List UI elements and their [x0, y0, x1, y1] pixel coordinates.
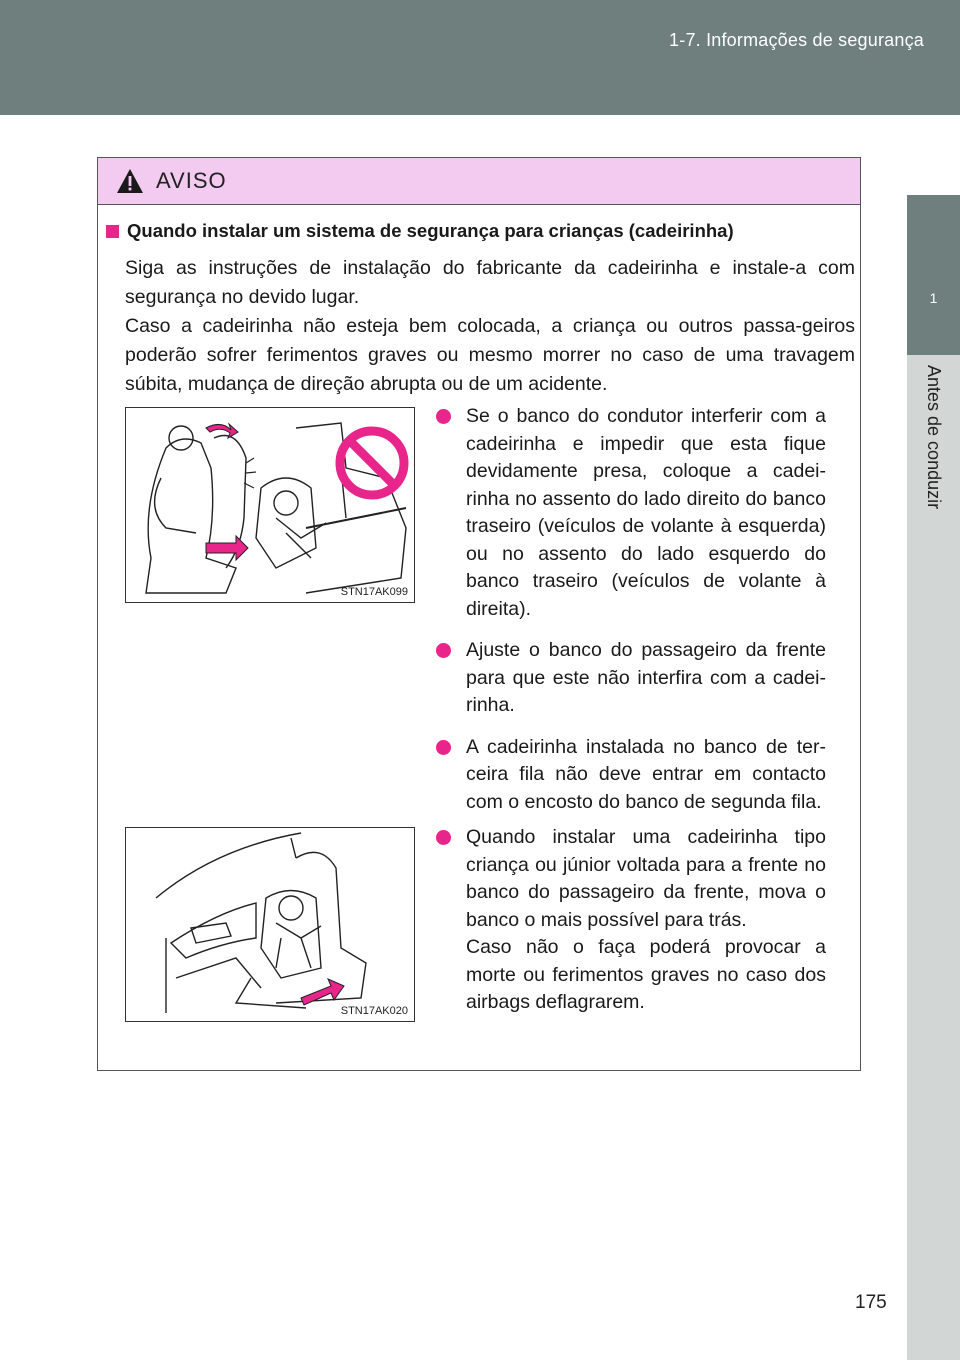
figure-driver-seat-interference	[125, 407, 415, 603]
warning-title: AVISO	[156, 168, 227, 193]
figure-code: STN17AK099	[340, 586, 408, 598]
intro-paragraph: Siga as instruções de instalação do fabricante da cadeirinha e instale-a com segurança no devido lugar.	[125, 257, 855, 308]
square-bullet-icon	[106, 225, 119, 238]
chapter-number: 1	[929, 290, 938, 306]
list-item-text: Ajuste o banco do passageiro da frente para que este não interfira com a cadei-rinha.	[466, 639, 826, 716]
list-item	[434, 734, 826, 817]
bullet-dot-icon	[436, 740, 451, 755]
list-item-text: Quando instalar uma cadeirinha tipo criança ou júnior voltada para a frente no banco do passageiro da frente, mova o banco o mais possível para trás.	[466, 826, 826, 931]
intro-paragraph: Caso a cadeirinha não esteja bem colocada, a criança ou outros passa-geiros poderão sofrer ferimentos graves ou mesmo morrer no caso de uma travagem súbita, mudança de direção abrupta ou de um acidente.	[125, 315, 855, 395]
header-band	[0, 0, 960, 115]
warning-box	[97, 157, 861, 1071]
list-item	[434, 637, 826, 720]
bullet-list	[434, 403, 826, 830]
bullet-dot-icon	[436, 409, 451, 424]
intro-text	[125, 254, 855, 399]
list-item	[434, 824, 826, 1017]
list-item-text: Se o banco do condutor interferir com a cadeirinha e impedir que esta fique devidamente presa, coloque a cadei-rinha no assento do lado direito do banco traseiro (veículos de volante à esquerda) ou no assento do lado esquerdo do banco traseiro (veículos de volante à direita).	[466, 405, 826, 620]
bullet-dot-icon	[436, 830, 451, 845]
subheading	[106, 220, 734, 242]
bullet-dot-icon	[436, 643, 451, 658]
list-item-text: A cadeirinha instalada no banco de ter-ceira fila não deve entrar em contacto com o encosto do banco de segunda fila.	[466, 735, 826, 813]
car-seat-interference-illustration	[126, 408, 414, 602]
list-item-text: Caso não o faça poderá provocar a morte ou ferimentos graves no caso dos airbags deflagrarem.	[466, 936, 826, 1013]
page-number: 175	[855, 1292, 887, 1313]
chapter-label: Antes de conduzir	[924, 365, 944, 510]
front-seat-child-seat-illustration	[126, 828, 414, 1021]
chapter-tab	[907, 195, 960, 355]
figure-code: STN17AK020	[340, 1005, 408, 1017]
warning-header	[98, 158, 860, 205]
bullet-list	[434, 824, 826, 1031]
subheading-text: Quando instalar um sistema de segurança para crianças (cadeirinha)	[127, 220, 734, 241]
warning-triangle-icon	[116, 168, 144, 194]
section-header: 1-7. Informações de segurança	[669, 30, 924, 50]
list-item	[434, 403, 826, 623]
figure-front-passenger-seat	[125, 827, 415, 1022]
